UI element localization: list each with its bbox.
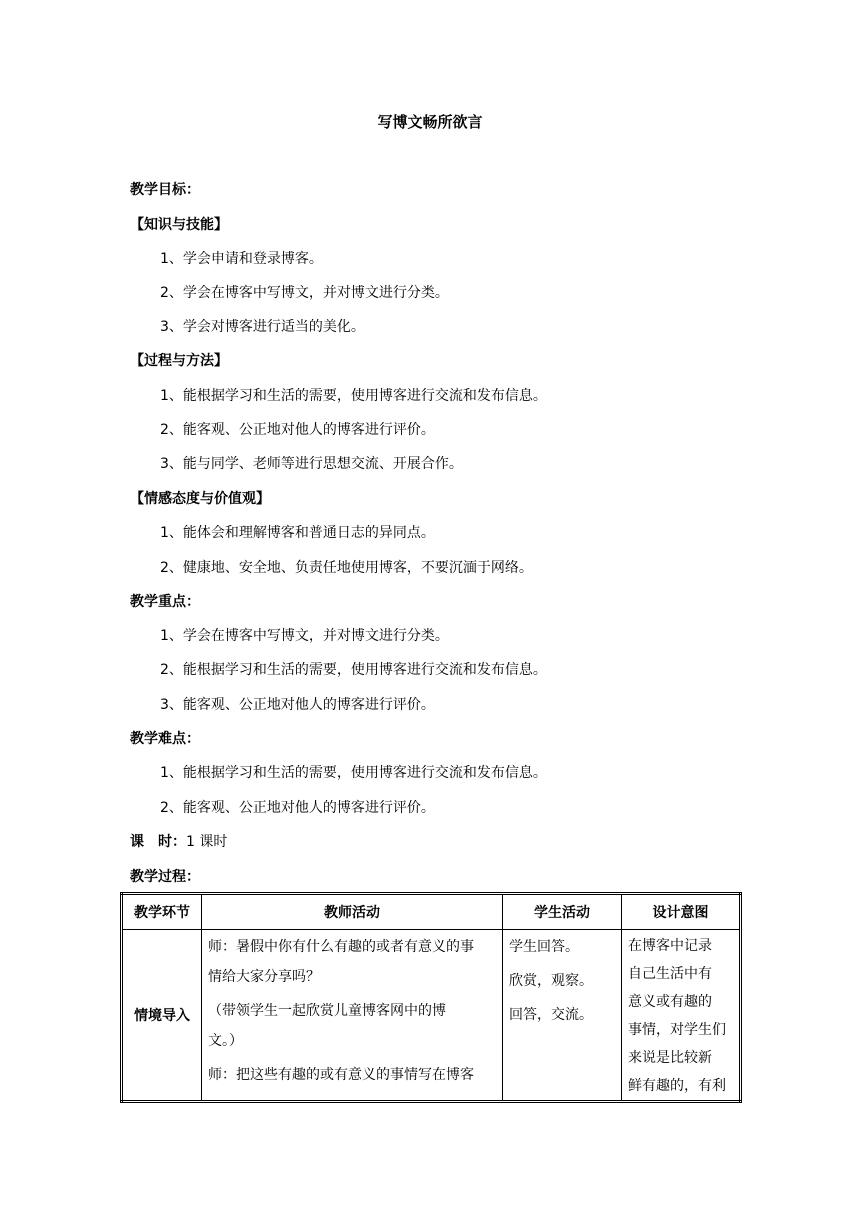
header-design-intent: 设计意图 <box>622 894 741 930</box>
difficult-point-item: 1、能根据学习和生活的需要，使用博客进行交流和发布信息。 <box>160 765 547 781</box>
class-hours <box>130 832 227 852</box>
table-row <box>122 930 741 1102</box>
student-line: 欣赏，观察。 <box>509 973 593 989</box>
process-method-item: 2、能客观、公正地对他人的博客进行评价。 <box>160 422 435 438</box>
process-method-item: 3、能与同学、老师等进行思想交流、开展合作。 <box>160 456 463 472</box>
knowledge-item: 2、学会在博客中写博文，并对博文进行分类。 <box>160 285 449 301</box>
knowledge-heading: 【知识与技能】 <box>130 217 228 233</box>
header-student-activity: 学生活动 <box>503 894 622 930</box>
student-activity-cell <box>503 930 622 1102</box>
class-hours-label: 课 时： <box>130 834 186 850</box>
intent-line: 在博客中记录 <box>628 938 712 954</box>
process-method-item: 1、能根据学习和生活的需要，使用博客进行交流和发布信息。 <box>160 388 547 404</box>
process-heading: 教学过程： <box>130 869 200 885</box>
student-line: 回答，交流。 <box>509 1007 593 1023</box>
difficult-points-heading: 教学难点： <box>130 731 200 747</box>
teacher-line: 师：把这些有趣的或有意义的事情写在博客 <box>208 1067 474 1083</box>
stage-cell: 情境导入 <box>122 930 202 1102</box>
knowledge-item: 3、学会对博客进行适当的美化。 <box>160 319 365 335</box>
knowledge-item: 1、学会申请和登录博客。 <box>160 251 323 267</box>
key-point-item: 2、能根据学习和生活的需要，使用博客进行交流和发布信息。 <box>160 662 547 678</box>
objectives-heading: 教学目标： <box>130 182 200 198</box>
teacher-activity-cell <box>202 930 503 1102</box>
intent-line: 自己生活中有 <box>628 966 712 982</box>
class-hours-value: 1 课时 <box>186 834 228 850</box>
difficult-point-item: 2、能客观、公正地对他人的博客进行评价。 <box>160 800 435 816</box>
key-points-heading: 教学重点： <box>130 594 200 610</box>
attitude-item: 2、健康地、安全地、负责任地使用博客，不要沉湎于网络。 <box>160 560 533 576</box>
design-intent-cell <box>622 930 741 1102</box>
header-stage: 教学环节 <box>122 894 202 930</box>
document-title: 写博文畅所欲言 <box>377 113 483 131</box>
key-point-item: 1、学会在博客中写博文，并对博文进行分类。 <box>160 628 449 644</box>
intent-line: 来说是比较新 <box>628 1050 712 1066</box>
teacher-line: 情给大家分享吗？ <box>208 969 320 985</box>
intent-line: 鲜有趣的，有利 <box>628 1078 726 1094</box>
teacher-line: 师：暑假中你有什么有趣的或者有意义的事 <box>208 939 474 955</box>
teacher-line: （带领学生一起欣赏儿童博客网中的博 <box>208 1003 446 1019</box>
header-teacher-activity: 教师活动 <box>202 894 503 930</box>
student-line: 学生回答。 <box>509 939 579 955</box>
intent-line: 事情，对学生们 <box>628 1022 726 1038</box>
intent-line: 意义或有趣的 <box>628 994 712 1010</box>
teaching-process-table <box>120 892 742 1103</box>
process-method-heading: 【过程与方法】 <box>130 353 228 369</box>
table-header-row <box>122 894 741 930</box>
teacher-line: 文。） <box>208 1033 243 1049</box>
key-point-item: 3、能客观、公正地对他人的博客进行评价。 <box>160 697 435 713</box>
attitude-item: 1、能体会和理解博客和普通日志的异同点。 <box>160 525 435 541</box>
attitude-heading: 【情感态度与价值观】 <box>130 491 270 507</box>
